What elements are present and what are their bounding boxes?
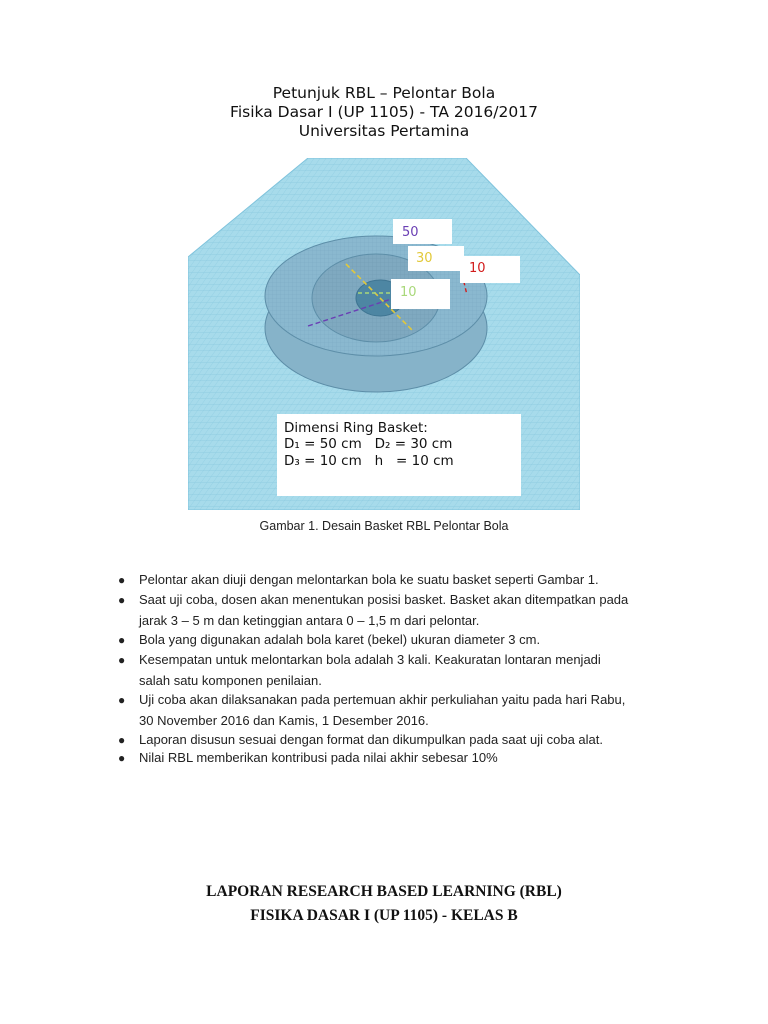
report-title-line1: LAPORAN RESEARCH BASED LEARNING (RBL)	[206, 883, 562, 900]
header-course: Fisika Dasar I (UP 1105) - TA 2016/2017	[230, 103, 538, 121]
list-item-text-continued: salah satu komponen penilaian.	[139, 673, 322, 688]
list-item-text-continued: 30 November 2016 dan Kamis, 1 Desember 2016.	[139, 713, 429, 728]
instruction-list	[118, 572, 678, 766]
dimension-box-row2: D₃ = 10 cm h = 10 cm	[284, 453, 454, 469]
d3-label: 10	[400, 285, 417, 300]
list-item	[118, 750, 678, 766]
bullet-icon: ●	[118, 573, 126, 587]
list-item-text-continued: jarak 3 – 5 m dan ketinggian antara 0 – 1,5 m dari pelontar.	[139, 613, 480, 628]
list-item	[118, 652, 678, 692]
list-item-text: Bola yang digunakan adalah bola karet (bekel) ukuran diameter 3 cm.	[139, 632, 541, 647]
list-item-text: Nilai RBL memberikan kontribusi pada nilai akhir sebesar 10%	[139, 750, 498, 765]
document-header	[0, 84, 768, 141]
dimension-box-row1: D₁ = 50 cm D₂ = 30 cm	[284, 436, 453, 452]
bullet-icon: ●	[118, 693, 126, 707]
list-item	[118, 632, 678, 648]
list-item	[118, 592, 678, 632]
list-item	[118, 732, 678, 748]
d1-label: 50	[402, 225, 419, 240]
header-university: Universitas Pertamina	[298, 122, 470, 140]
ring-dimension-box	[277, 414, 521, 496]
report-title-line2: FISIKA DASAR I (UP 1105) - KELAS B	[250, 907, 518, 924]
bullet-icon: ●	[118, 633, 126, 647]
bullet-icon: ●	[118, 593, 126, 607]
basket-design-figure	[188, 158, 580, 510]
figure-caption: Gambar 1. Desain Basket RBL Pelontar Bola	[259, 519, 509, 533]
h-label: 10	[469, 261, 486, 276]
list-item-text: Laporan disusun sesuai dengan format dan dikumpulkan pada saat uji coba alat.	[139, 732, 603, 747]
list-item-text: Kesempatan untuk melontarkan bola adalah 3 kali. Keakuratan lontaran menjadi	[139, 652, 601, 667]
list-item	[118, 572, 678, 588]
report-title	[0, 880, 768, 928]
list-item-text: Uji coba akan dilaksanakan pada pertemuan akhir perkuliahan yaitu pada hari Rabu,	[139, 692, 626, 707]
d2-label: 30	[416, 251, 433, 266]
bullet-icon: ●	[118, 653, 126, 667]
list-item	[118, 692, 678, 732]
bullet-icon: ●	[118, 733, 126, 747]
dimension-box-title: Dimensi Ring Basket:	[284, 420, 428, 436]
list-item-text: Pelontar akan diuji dengan melontarkan bola ke suatu basket seperti Gambar 1.	[139, 572, 599, 587]
list-item-text: Saat uji coba, dosen akan menentukan posisi basket. Basket akan ditempatkan pada	[139, 592, 629, 607]
header-title: Petunjuk RBL – Pelontar Bola	[272, 84, 496, 102]
bullet-icon: ●	[118, 751, 126, 765]
